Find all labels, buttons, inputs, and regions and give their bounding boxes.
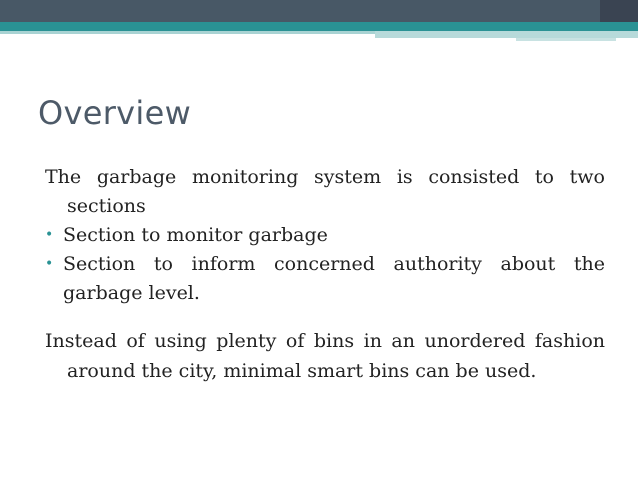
header-bar-teal bbox=[0, 22, 638, 31]
bullet-icon: • bbox=[45, 256, 54, 272]
header-bar-light-left bbox=[0, 31, 375, 34]
intro-paragraph: The garbage monitoring system is consisted to two sections bbox=[45, 166, 605, 217]
slide-title: Overview bbox=[38, 94, 192, 132]
header-bar-dark-accent bbox=[600, 0, 638, 22]
bullet-item bbox=[45, 250, 605, 308]
spacer bbox=[45, 308, 605, 326]
bullet-icon: • bbox=[45, 227, 54, 243]
header-bar-dark bbox=[0, 0, 638, 22]
header-bar-light-right bbox=[375, 31, 638, 38]
slide-body bbox=[45, 163, 605, 386]
bullet-item bbox=[45, 221, 605, 250]
closing-paragraph: Instead of using plenty of bins in an unordered fashion around the city, minimal smart bins can be used. bbox=[45, 330, 605, 382]
header-bar-light-small bbox=[516, 38, 616, 41]
bullet-text: Section to inform concerned authority about the garbage level. bbox=[63, 253, 605, 304]
bullet-text: Section to monitor garbage bbox=[63, 224, 328, 246]
